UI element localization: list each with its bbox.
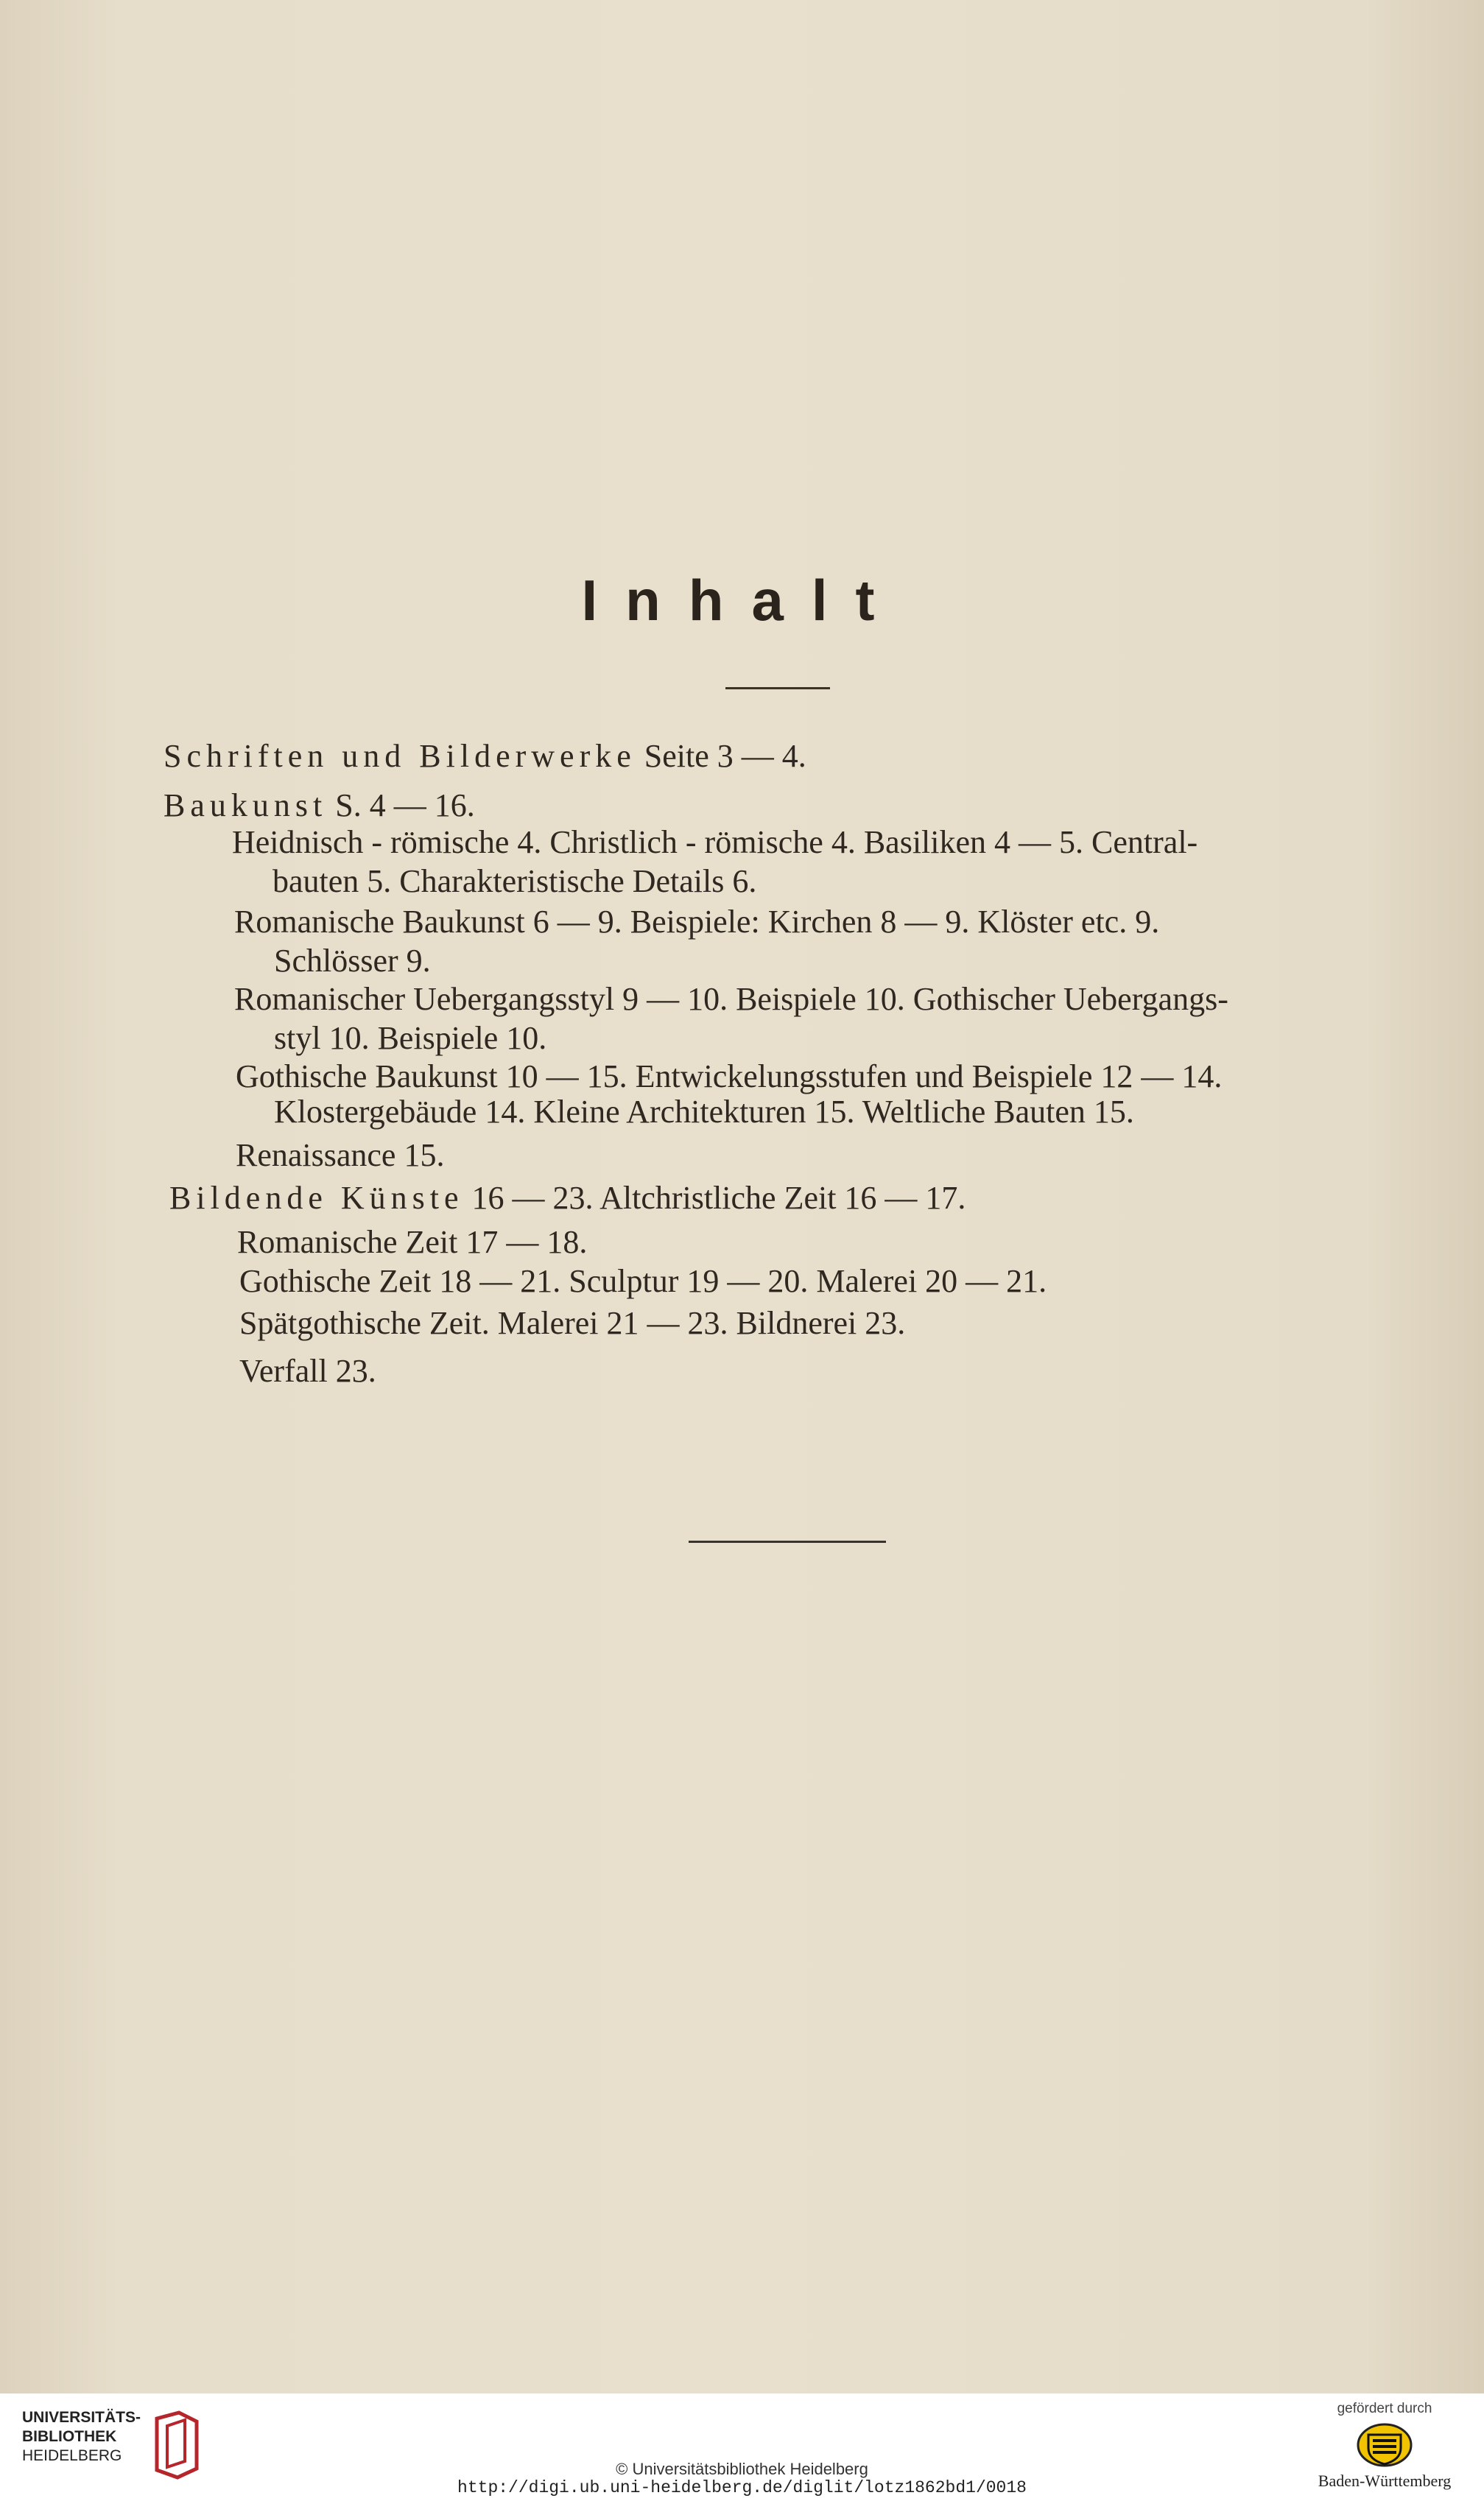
copyright-text: © Universitätsbibliothek Heidelberg xyxy=(616,2460,868,2478)
toc-entry: Renaissance 15. xyxy=(236,1137,445,1173)
toc-entry: styl 10. Beispiele 10. xyxy=(274,1020,547,1056)
toc-entry xyxy=(163,789,475,822)
library-logo[interactable] xyxy=(22,2408,141,2466)
toc-entry: bauten 5. Charakteristische Details 6. xyxy=(272,863,757,899)
page-title: Inhalt xyxy=(581,568,903,633)
toc-entry: Romanische Zeit 17 — 18. xyxy=(237,1224,588,1260)
library-name-line: BIBLIOTHEK xyxy=(22,2428,117,2445)
toc-entry: Gothische Zeit 18 — 21. Sculptur 19 — 20. Malerei 20 — 21. xyxy=(239,1263,1047,1299)
toc-entry-pages: S. 4 — 16. xyxy=(327,787,475,823)
funded-by-label: gefördert durch xyxy=(1337,2401,1432,2416)
toc-entry: Verfall 23. xyxy=(239,1353,376,1389)
toc-entry: Schlösser 9. xyxy=(274,943,431,979)
toc-entry: Romanische Baukunst 6 — 9. Beispiele: Kirchen 8 — 9. Klöster etc. 9. xyxy=(234,904,1160,940)
library-name-line: UNIVERSITÄTS- xyxy=(22,2409,141,2426)
funder-name: Baden-Württemberg xyxy=(1318,2472,1452,2490)
toc-entry-pages: 16 — 23. Altchristliche Zeit 16 — 17. xyxy=(463,1180,966,1216)
toc-entry-heading: Schriften und Bilderwerke xyxy=(163,738,636,774)
toc-entry: Gothische Baukunst 10 — 15. Entwickelungsstufen und Beispiele 12 — 14. xyxy=(236,1058,1223,1094)
coat-of-arms-icon xyxy=(1355,2421,1414,2469)
toc-entry: Heidnisch - römische 4. Christlich - römische 4. Basiliken 4 — 5. Central- xyxy=(232,824,1198,860)
toc-entry: Spätgothische Zeit. Malerei 21 — 23. Bildnerei 23. xyxy=(239,1305,906,1341)
permalink-url[interactable]: http://digi.ub.uni-heidelberg.de/diglit/lotz1862bd1/0018 xyxy=(457,2478,1027,2497)
funder-block xyxy=(1307,2401,1462,2491)
toc-entry xyxy=(163,740,806,773)
toc-entry-heading: Bildende Künste xyxy=(169,1180,464,1216)
toc-entry-heading: Baukunst xyxy=(163,787,328,823)
end-rule xyxy=(689,1541,886,1543)
toc-entry-pages: Seite 3 — 4. xyxy=(636,738,806,774)
library-name-line: HEIDELBERG xyxy=(22,2447,122,2464)
toc-entry xyxy=(169,1182,966,1214)
toc-entry: Klostergebäude 14. Kleine Architekturen 15. Weltliche Bauten 15. xyxy=(274,1094,1134,1130)
toc-entry: Romanischer Uebergangsstyl 9 — 10. Beispiele 10. Gothischer Uebergangs- xyxy=(234,981,1228,1017)
footer-bar xyxy=(0,2393,1484,2501)
